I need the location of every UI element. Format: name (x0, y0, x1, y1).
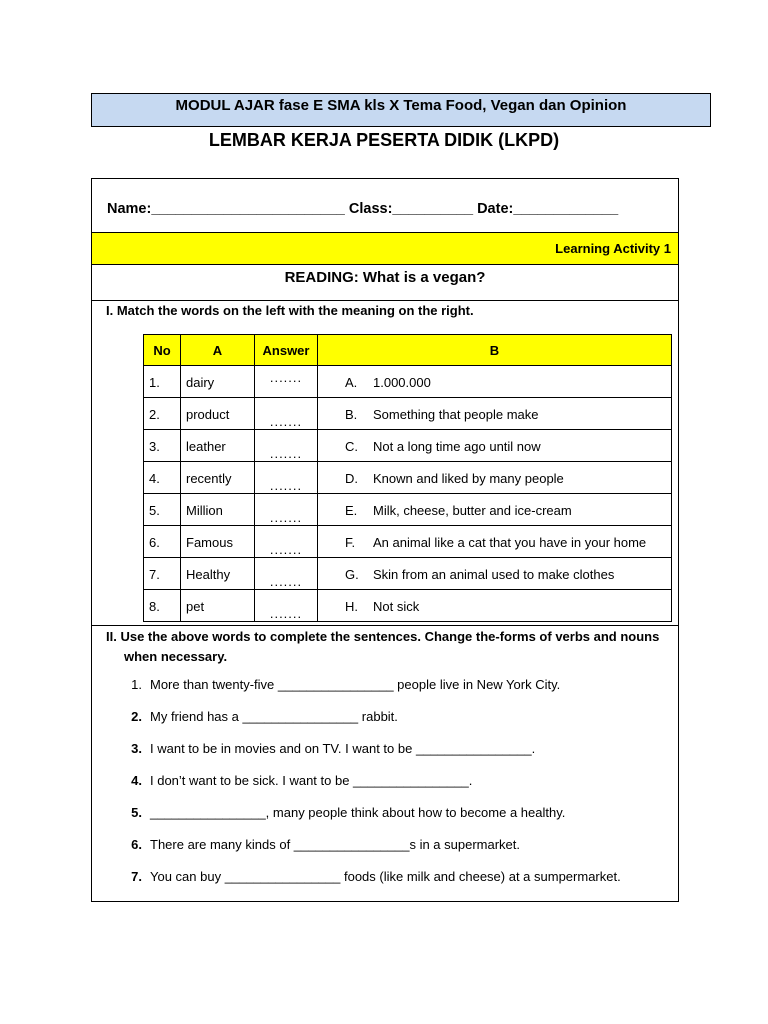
row-number: 8. (144, 590, 181, 622)
answer-blank[interactable]: ....... (255, 366, 318, 398)
row-number: 5. (144, 494, 181, 526)
meaning-cell (318, 398, 672, 430)
sentence-text: More than twenty-five ________________ people live in New York City. (150, 677, 561, 692)
sentence-text: I don’t want to be sick. I want to be ________________. (150, 773, 473, 788)
meaning-text: Skin from an animal used to make clothes (373, 567, 615, 582)
divider (92, 625, 678, 626)
word-cell: recently (181, 462, 255, 494)
row-number: 1. (144, 366, 181, 398)
module-banner (91, 93, 711, 127)
row-number: 4. (144, 462, 181, 494)
word-cell: pet (181, 590, 255, 622)
header-a: A (181, 335, 255, 366)
meaning-cell (318, 366, 672, 398)
row-number: 6. (144, 526, 181, 558)
reading-title: READING: What is a vegan? (284, 269, 486, 286)
row-number: 7. (144, 558, 181, 590)
meaning-cell (318, 526, 672, 558)
word-cell: Famous (181, 526, 255, 558)
sentence-text: There are many kinds of ________________s in a supermarket. (150, 837, 521, 852)
meaning-text: Known and liked by many people (373, 471, 564, 486)
meaning-letter: D. (345, 471, 358, 486)
answer-blank[interactable]: ....... (255, 590, 318, 622)
section-2-instruction (106, 627, 672, 667)
row-number: 3. (144, 430, 181, 462)
meaning-cell (318, 494, 672, 526)
sentence-text: My friend has a ________________ rabbit. (150, 709, 398, 724)
section-2-line-2: when necessary. (124, 649, 228, 664)
table-row (144, 430, 672, 462)
meaning-cell (318, 462, 672, 494)
table-row (144, 558, 672, 590)
sentence-text: You can buy ________________ foods (like milk and cheese) at a sumpermarket. (150, 869, 621, 884)
word-cell: product (181, 398, 255, 430)
sentence-number: 5. (131, 805, 142, 820)
meaning-cell (318, 590, 672, 622)
table-row (144, 494, 672, 526)
word-cell: Million (181, 494, 255, 526)
table-row (144, 590, 672, 622)
table-row (144, 462, 672, 494)
sentence-number: 7. (131, 869, 142, 884)
sentence-text: I want to be in movies and on TV. I want to be ________________. (150, 741, 536, 756)
sentence-number: 2. (131, 709, 142, 724)
sentence-number: 1. (131, 677, 142, 692)
meaning-text: An animal like a cat that you have in your home (373, 535, 647, 550)
meaning-text: 1.000.000 (373, 375, 431, 390)
section-2-line-1: II. Use the above words to complete the sentences. Change the-forms of verbs and nouns (106, 629, 660, 644)
sentence-number: 4. (131, 773, 142, 788)
table-row (144, 526, 672, 558)
header-answer: Answer (255, 335, 318, 366)
answer-blank[interactable]: ....... (255, 494, 318, 526)
meaning-letter: F. (345, 535, 356, 550)
meaning-letter: A. (345, 375, 358, 390)
answer-blank[interactable]: ....... (255, 462, 318, 494)
sentence-text: ________________, many people think about how to become a healthy. (150, 805, 566, 820)
meaning-letter: C. (345, 439, 358, 454)
meaning-cell (318, 430, 672, 462)
meaning-cell (318, 558, 672, 590)
row-number: 2. (144, 398, 181, 430)
meaning-text: Not a long time ago until now (373, 439, 541, 454)
meaning-letter: H. (345, 599, 358, 614)
table-row (144, 398, 672, 430)
section-1-instruction: I. Match the words on the left with the meaning on the right. (106, 303, 474, 318)
meaning-letter: G. (345, 567, 359, 582)
meaning-text: Something that people make (373, 407, 539, 422)
sentence-number: 6. (131, 837, 142, 852)
meaning-text: Not sick (373, 599, 420, 614)
sentence-number: 3. (131, 741, 142, 756)
header-no: No (144, 335, 181, 366)
word-cell: leather (181, 430, 255, 462)
activity-bar (92, 232, 678, 265)
table-row (144, 366, 672, 398)
answer-blank[interactable]: ....... (255, 430, 318, 462)
meaning-letter: B. (345, 407, 358, 422)
worksheet-frame (91, 178, 679, 902)
table-header-row (144, 335, 672, 366)
answer-blank[interactable]: ....... (255, 558, 318, 590)
answer-blank[interactable]: ....... (255, 526, 318, 558)
activity-label: Learning Activity 1 (555, 241, 671, 256)
word-cell: dairy (181, 366, 255, 398)
word-cell: Healthy (181, 558, 255, 590)
header-b: B (318, 335, 672, 366)
answer-blank[interactable]: ....... (255, 398, 318, 430)
worksheet-title: LEMBAR KERJA PESERTA DIDIK (LKPD) (208, 130, 560, 150)
matching-table (143, 334, 672, 622)
divider (92, 300, 678, 301)
student-info-line: Name:________________________ Class:__________ Date:_____________ (107, 201, 619, 217)
module-banner-text: MODUL AJAR fase E SMA kls X Tema Food, Vegan dan Opinion (175, 97, 627, 114)
meaning-letter: E. (345, 503, 358, 518)
meaning-text: Milk, cheese, butter and ice-cream (373, 503, 572, 518)
